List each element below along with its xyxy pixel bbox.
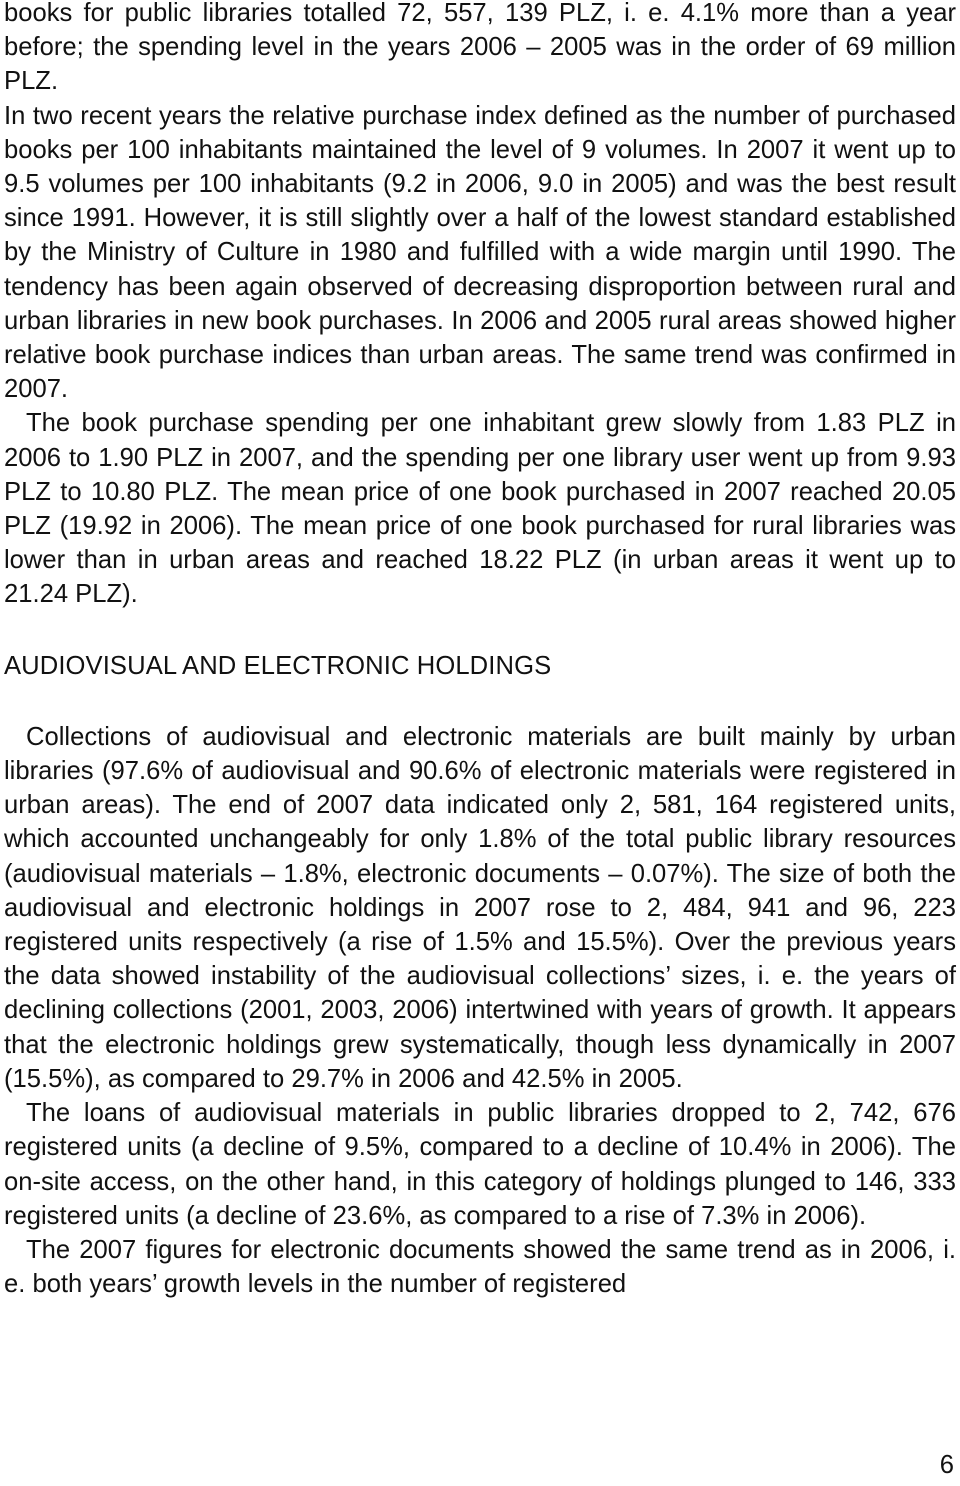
document-page bbox=[4, 0, 956, 1301]
paragraph-purchase-index: In two recent years the relative purchase index defined as the number of purchased books per 100 inhabitants maintained the level of 9 volumes. In 2007 it went up to 9.5 volumes per 100 inhabitants (9.2 in 2006, 9.0 in 2005) and was the best result since 1991. However, it is still slightly over a half of the lowest standard established by the Ministry of Culture in 1980 and fulfilled with a wide margin until 1990. The tendency has been again observed of decreasing disproportion between rural and urban libraries in new book purchases. In 2006 and 2005 rural areas showed higher relative book purchase indices than urban areas. The same trend was confirmed in 2007. bbox=[4, 101, 956, 404]
paragraph-electronic-documents: The 2007 figures for electronic documents showed the same trend as in 2006, i. e. both years’ growth levels in the number of registered bbox=[4, 1235, 956, 1299]
section-heading: AUDIOVISUAL AND ELECTRONIC HOLDINGS bbox=[4, 651, 552, 680]
paragraph-audiovisual-loans: The loans of audiovisual materials in public libraries dropped to 2, 742, 676 registered units (a decline of 9.5%, compared to a decline of 10.4% in 2006). The on-site access, on the other hand, in this category of holdings plunged to 146, 333 registered units (a decline of 23.6%, as compared to a rise of 7.3% in 2006). bbox=[4, 1099, 956, 1230]
paragraph-audiovisual-collections: Collections of audiovisual and electronic materials are built mainly by urban libraries (97.6% of audiovisual and 90.6% of electronic materials were registered in urban areas). The end of 2007 data indicated only 2, 581, 164 registered units, which accounted unchangeably for only 1.8% of the total public library resources (audiovisual materials – 1.8%, electronic documents – 0.07%). The size of both the audiovisual and electronic holdings in 2007 rose to 2, 484, 941 and 96, 223 registered units respectively (a rise of 1.5% and 15.5%). Over the previous years the data showed instability of the audiovisual collections’ sizes, i. e. the years of declining collections (2001, 2003, 2006) intertwined with years of growth. It appears that the electronic holdings grew systematically, though less dynamically in 2007 (15.5%), as compared to 29.7% in 2006 and 42.5% in 2005. bbox=[4, 722, 956, 1093]
page-number: 6 bbox=[939, 1451, 954, 1479]
paragraph-spending-per-inhabitant: The book purchase spending per one inhabitant grew slowly from 1.83 PLZ in 2006 to 1.90 PLZ in 2007, and the spending per one library user went up from 9.93 PLZ to 10.80 PLZ. The mean price of one book purchased in 2007 reached 20.05 PLZ (19.92 in 2006). The mean price of one book purchased for rural libraries was lower than in urban areas and reached 18.22 PLZ (in urban areas it went up to 21.24 PLZ). bbox=[4, 409, 956, 609]
paragraph-book-spending-continued: books for public libraries totalled 72, 557, 139 PLZ, i. e. 4.1% more than a year before; the spending level in the years 2006 – 2005 was in the order of 69 million PLZ. bbox=[4, 0, 956, 96]
